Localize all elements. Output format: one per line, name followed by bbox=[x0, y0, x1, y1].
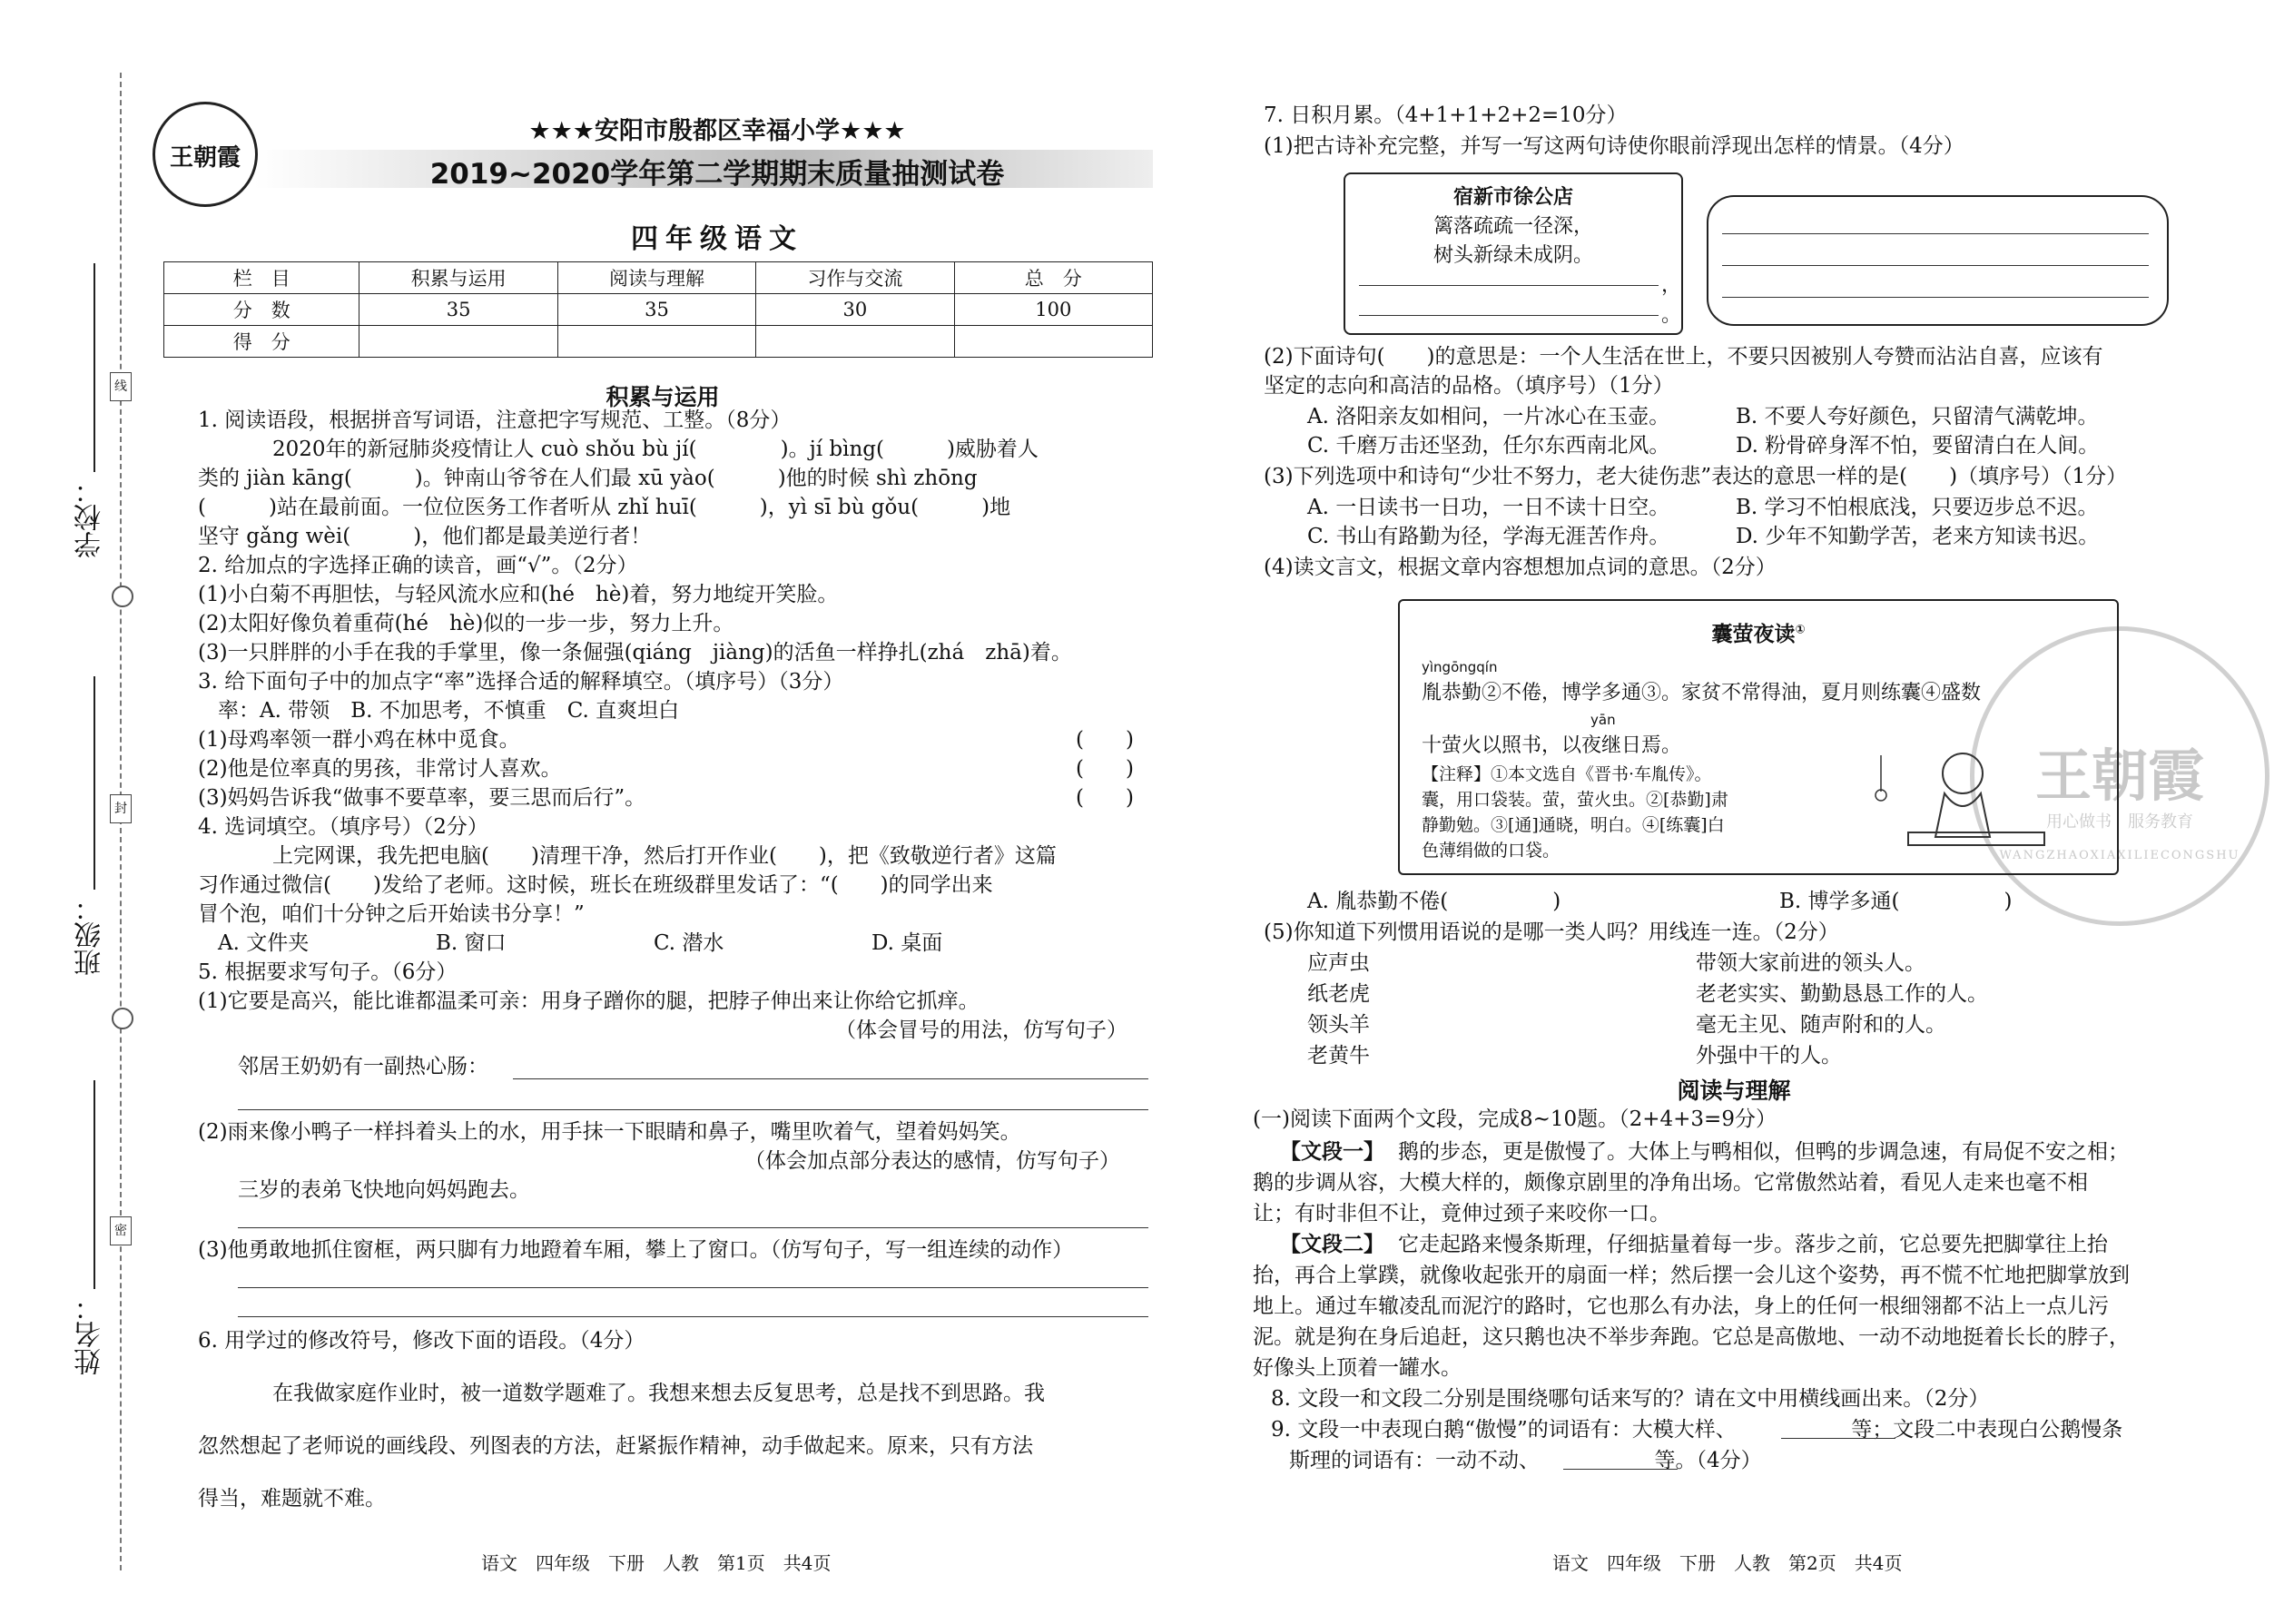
school-fill-line bbox=[94, 263, 95, 472]
section-heading: 阅读与理解 bbox=[1677, 1078, 1791, 1104]
passage-line: 好像头上顶着一罐水。 bbox=[1253, 1356, 1462, 1380]
option: A. 洛阳亲友如相问，一片冰心在玉壶。 bbox=[1307, 405, 1670, 428]
q3-item: (3)妈妈告诉我“做事不要草率，要三思而后行”。 bbox=[198, 786, 646, 810]
passage-line: 鹅的步态，更是傲慢了。大体上与鸭相似，但鸭的步调急速，有局促不安之相； bbox=[1398, 1140, 2129, 1164]
table-row bbox=[164, 326, 1153, 358]
q5-hint: （体会加点部分表达的感情，仿写句子） bbox=[744, 1149, 1120, 1173]
q5-answer-line[interactable] bbox=[238, 1109, 1148, 1110]
q2-item: (3)一只胖胖的小手在我的手掌里，像一条倔强(qiáng jiàng)的活鱼一样挣扎(zhá zhā)着。 bbox=[198, 641, 1072, 664]
match-left[interactable]: 纸老虎 bbox=[1307, 982, 1370, 1006]
q1-text: 类的 jiàn kāng( )。钟南山爷爷在人们最 xū yào( )他的时候 shì zhōng bbox=[198, 467, 978, 490]
question-5: 5. 根据要求写句子。（6分） bbox=[198, 960, 458, 984]
poem-box bbox=[1344, 172, 1683, 335]
match-right[interactable]: 带领大家前进的领头人。 bbox=[1696, 951, 1925, 975]
question-4: 4. 选词填空。（填序号）（2分） bbox=[198, 815, 488, 839]
match-left[interactable]: 老黄牛 bbox=[1307, 1044, 1370, 1068]
logo-badge bbox=[153, 102, 258, 207]
stamp-main-text: 王朝霞 bbox=[2034, 743, 2204, 809]
table-cell: 阅读与理解 bbox=[557, 262, 755, 294]
pinyin-annotation: yìngōngqín bbox=[1422, 659, 1498, 675]
score-table bbox=[163, 261, 1153, 358]
q6-text: 得当，难题就不难。 bbox=[198, 1487, 386, 1511]
scene-fill-line[interactable] bbox=[1722, 297, 2149, 298]
page-footer: 语文 四年级 下册 人教 第2页 共4页 bbox=[1552, 1552, 1903, 1574]
q6-text: 忽然想起了老师说的画线段、列图表的方法，赶紧振作精神，动手做起来。原来，只有方法 bbox=[198, 1434, 1033, 1458]
scene-bubble bbox=[1707, 195, 2169, 326]
passage-line: 让；有时非但不让，竟伸过颈子来咬你一口。 bbox=[1253, 1202, 1670, 1225]
q7-5: (5)你知道下列惯用语说的是哪一类人吗？用线连一连。（2分） bbox=[1264, 920, 1839, 944]
question-9: 9. 文段一中表现白鹅“傲慢”的词语有：大模大样、 等；文段二中表现白公鹅慢条 bbox=[1271, 1418, 2123, 1442]
match-right[interactable]: 老老实实、勤勤恳恳工作的人。 bbox=[1696, 982, 1988, 1006]
q3-answer-paren[interactable]: ( ) bbox=[1076, 757, 1134, 781]
q1-text: 坚守 gǎng wèi( )，他们都是最美逆行者！ bbox=[198, 525, 652, 548]
school-name: ★★★安阳市殷都区幸福小学★★★ bbox=[528, 117, 906, 145]
table-row bbox=[164, 262, 1153, 294]
q6-text: 在我做家庭作业时，被一道数学题难了。我想来想去反复思考，总是找不到思路。我 bbox=[272, 1382, 1045, 1405]
table-cell: 总 分 bbox=[954, 262, 1152, 294]
scene-fill-line[interactable] bbox=[1722, 233, 2149, 234]
logo-text: 王朝霞 bbox=[169, 144, 241, 172]
match-right[interactable]: 外强中干的人。 bbox=[1696, 1044, 1842, 1068]
passage-line: 泥。就是狗在身后追赶，这只鹅也决不举步奔跑。它总是高傲地、一动不动地挺着长长的脖子， bbox=[1253, 1325, 2130, 1349]
option: C. 书山有路勤为径，学海无涯苦作舟。 bbox=[1307, 525, 1670, 548]
q7-4: (4)读文言文，根据文章内容想想加点词的意思。（2分） bbox=[1264, 556, 1777, 579]
passage-line: 它走起路来慢条斯理，仔细掂量着每一步。落步之前，它总要先把脚掌往上抬 bbox=[1398, 1233, 2108, 1256]
note-line: 【注释】①本文选自《晋书·车胤传》。 bbox=[1422, 764, 1712, 784]
option: B. 不要人夸好颜色，只留清气满乾坤。 bbox=[1736, 405, 2099, 428]
match-left[interactable]: 领头羊 bbox=[1307, 1013, 1370, 1037]
q7-1: (1)把古诗补充完整，并写一写这两句诗使你眼前浮现出怎样的情景。（4分） bbox=[1264, 134, 1964, 158]
poem-fill-line[interactable] bbox=[1359, 315, 1659, 316]
q4-text: 上完网课，我先把电脑( )清理干净，然后打开作业( )，把《致敬逆行者》这篇 bbox=[272, 844, 1057, 868]
q2-item: (2)太阳好像负着重荷(hé hè)似的一步一步，努力上升。 bbox=[198, 612, 734, 635]
score-input-cell[interactable] bbox=[756, 326, 954, 358]
question-8: 8. 文段一和文段二分别是围绕哪句话来写的？请在文中用横线画出来。（2分） bbox=[1271, 1387, 1990, 1411]
poem-comma: ， bbox=[1661, 274, 1682, 297]
score-input-cell[interactable] bbox=[359, 326, 557, 358]
classical-text-box bbox=[1398, 599, 2119, 875]
reading-instructions: (一)阅读下面两个文段，完成8~10题。（2+4+3=9分） bbox=[1253, 1107, 1777, 1131]
q3-options: 率：A. 带领 B. 不加思考，不慎重 C. 直爽坦白 bbox=[218, 699, 680, 723]
question-3: 3. 给下面句子中的加点字“率”选择合适的解释填空。（填序号）（3分） bbox=[198, 670, 844, 694]
option: B. 学习不怕根底浅，只要迈步总不迟。 bbox=[1736, 496, 2099, 519]
table-cell: 得 分 bbox=[164, 326, 359, 358]
name-label: 姓名： bbox=[74, 1294, 106, 1375]
q5-item: (1)它要是高兴，能比谁都温柔可亲：用身子蹭你的腿，把脖子伸出来让你给它抓痒。 bbox=[198, 989, 980, 1013]
reading-boy-illustration bbox=[1854, 737, 2081, 864]
option: D. 少年不知勤学苦，老来方知读书迟。 bbox=[1736, 525, 2100, 548]
q7-3: (3)下列选项中和诗句“少壮不努力，老大徒伤悲”表达的意思一样的是( )（填序号）（1分） bbox=[1264, 465, 2128, 488]
page-footer: 语文 四年级 下册 人教 第1页 共4页 bbox=[481, 1552, 832, 1574]
table-cell: 100 bbox=[954, 294, 1152, 326]
q2-item: (1)小白菊不再胆怯，与轻风流水应和(hé hè)着，努力地绽开笑脸。 bbox=[198, 583, 839, 606]
class-label: 班级： bbox=[74, 894, 106, 976]
stamp-sub-text: 用心做书 服务教育 bbox=[2046, 812, 2193, 832]
table-cell: 栏 目 bbox=[164, 262, 359, 294]
q4-option: D. 桌面 bbox=[871, 931, 943, 955]
poem-line: 树头新绿未成阴。 bbox=[1433, 244, 1593, 267]
seal-mi-mark: 密 bbox=[110, 1216, 132, 1245]
table-cell: 30 bbox=[756, 294, 954, 326]
note-line: 静勤勉。③[通]通晓，明白。④[练囊]白 bbox=[1422, 815, 1725, 835]
score-input-cell[interactable] bbox=[557, 326, 755, 358]
table-cell: 35 bbox=[359, 294, 557, 326]
question-7: 7. 日积月累。（4+1+1+2+2=10分） bbox=[1264, 103, 1628, 127]
question-1: 1. 阅读语段，根据拼音写词语，注意把字写规范、工整。（8分） bbox=[198, 408, 792, 432]
q1-text: ( )站在最前面。一位位医务工作者听从 zhǐ huī( )，yì sī bù gǒu( )地 bbox=[198, 496, 1011, 519]
q5-answer-line[interactable] bbox=[513, 1078, 1148, 1079]
footnote-mark: ① bbox=[1795, 623, 1806, 637]
poem-line: 篱落疏疏一径深， bbox=[1433, 215, 1593, 238]
table-cell: 分 数 bbox=[164, 294, 359, 326]
q5-answer-line[interactable] bbox=[238, 1227, 1148, 1228]
table-cell: 35 bbox=[557, 294, 755, 326]
pinyin-annotation: yān bbox=[1590, 712, 1616, 728]
name-fill-line bbox=[94, 1080, 95, 1289]
poem-fill-line[interactable] bbox=[1359, 285, 1659, 286]
seal-line-mark: 线 bbox=[110, 372, 132, 401]
q9-answer-line[interactable] bbox=[1563, 1469, 1678, 1470]
exam-title: 2019~2020学年第二学期期末质量抽测试卷 bbox=[429, 158, 1005, 191]
passage-label: 【文段一】 bbox=[1280, 1139, 1384, 1164]
classical-title-text: 囊萤夜读 bbox=[1711, 623, 1796, 646]
binding-hole bbox=[112, 586, 133, 607]
q4-option: A. 文件夹 bbox=[218, 931, 310, 955]
match-right[interactable]: 毫无主见、随声附和的人。 bbox=[1696, 1013, 1946, 1037]
q7-2: 坚定的志向和高洁的品格。（填序号）（1分） bbox=[1264, 374, 1674, 398]
q9-answer-line[interactable] bbox=[1781, 1438, 1895, 1439]
score-input-cell[interactable] bbox=[954, 326, 1152, 358]
question-9: 斯理的词语有：一动不动、 等。（4分） bbox=[1289, 1449, 1762, 1472]
q4-option: B. 窗口 bbox=[436, 931, 507, 955]
passage-line: 地上。通过车辙凌乱而泥泞的路时，它也那么有办法，身上的任何一根细翎都不沾上一点儿污 bbox=[1253, 1294, 2109, 1318]
q3-item: (2)他是位率真的男孩，非常讨人喜欢。 bbox=[198, 757, 562, 781]
classical-line: 十萤火以照书，以夜继日焉。 bbox=[1422, 734, 1682, 757]
q5-item: (2)雨来像小鸭子一样抖着头上的水，用手抹一下眼睛和鼻子，嘴里吹着气，望着妈妈笑。 bbox=[198, 1120, 1021, 1144]
q7-2: (2)下面诗句( )的意思是：一个人生活在世上，不要只因被别人夸赞而沾沾自喜，应该有 bbox=[1264, 345, 2103, 369]
q5-prompt: 邻居王奶奶有一副热心肠： bbox=[238, 1055, 488, 1078]
q5-answer-line[interactable] bbox=[238, 1316, 1148, 1317]
table-row bbox=[164, 294, 1153, 326]
table-cell: 习作与交流 bbox=[756, 262, 954, 294]
q3-answer-paren[interactable]: ( ) bbox=[1076, 728, 1134, 752]
subject-title: 四年级语文 bbox=[631, 223, 803, 255]
question-2: 2. 给加点的字选择正确的读音，画“√”。（2分） bbox=[198, 554, 638, 577]
q1-text: 2020年的新冠肺炎疫情让人 cuò shǒu bù jí( )。jí bìng( )威胁着人 bbox=[272, 438, 1039, 461]
binding-hole bbox=[112, 1008, 133, 1029]
school-label: 学校： bbox=[74, 477, 106, 558]
seal-seal-mark: 封 bbox=[110, 794, 132, 823]
q4-text: 冒个泡，咱们十分钟之后开始读书分享！” bbox=[198, 902, 585, 926]
section-heading: 积累与运用 bbox=[605, 384, 720, 410]
passage-line: 抬，再合上掌蹼，就像收起张开的扇面一样；然后摆一会儿这个姿势，再不慌不忙地把脚掌放到 bbox=[1253, 1264, 2130, 1287]
question-6: 6. 用学过的修改符号，修改下面的语段。（4分） bbox=[198, 1329, 645, 1353]
match-left[interactable]: 应声虫 bbox=[1307, 951, 1370, 975]
q7-4-a: A. 胤恭勤不倦( ) bbox=[1307, 890, 1561, 913]
classical-title bbox=[1400, 617, 2117, 647]
note-line: 囊，用口袋装。萤，萤火虫。②[恭勤]肃 bbox=[1422, 790, 1728, 810]
passage-label: 【文段二】 bbox=[1280, 1232, 1384, 1256]
class-fill-line bbox=[94, 676, 95, 890]
q5-item: (3)他勇敢地抓住窗框，两只脚有力地蹬着车厢，攀上了窗口。（仿写句子，写一组连续的动作） bbox=[198, 1238, 1074, 1262]
stamp-ring-text: WANGZHAOXIAXILIECONGSHU bbox=[1999, 849, 2240, 862]
q3-item: (1)母鸡率领一群小鸡在林中觅食。 bbox=[198, 728, 520, 752]
option: C. 千磨万击还坚劲，任尔东西南北风。 bbox=[1307, 434, 1670, 458]
classical-line: 胤恭勤②不倦，博学多通③。家贫不常得油，夏月则练囊④盛数 bbox=[1422, 682, 1982, 704]
option: A. 一日读书一日功，一日不读十日空。 bbox=[1307, 496, 1670, 519]
option: D. 粉骨碎身浑不怕，要留清白在人间。 bbox=[1736, 434, 2100, 458]
q5-answer-line[interactable] bbox=[238, 1287, 1148, 1288]
passage-line: 鹅的步调从容，大模大样的，颇像京剧里的净角出场。它常傲然站着，看见人走来也毫不相 bbox=[1253, 1171, 2088, 1195]
table-cell: 积累与运用 bbox=[359, 262, 557, 294]
note-line: 色薄绢做的口袋。 bbox=[1422, 841, 1561, 861]
scene-fill-line[interactable] bbox=[1722, 265, 2149, 266]
poem-period: 。 bbox=[1661, 304, 1682, 327]
q4-text: 习作通过微信( )发给了老师。这时候，班长在班级群里发话了：“( )的同学出来 bbox=[198, 873, 993, 897]
q5-hint: （体会冒号的用法，仿写句子） bbox=[835, 1019, 1127, 1042]
q3-answer-paren[interactable]: ( ) bbox=[1076, 786, 1134, 810]
poem-title: 宿新市徐公店 bbox=[1452, 186, 1573, 209]
q5-prompt: 三岁的表弟飞快地向妈妈跑去。 bbox=[238, 1178, 530, 1202]
q7-4-b: B. 博学多通( ) bbox=[1779, 890, 2013, 913]
q4-option: C. 潜水 bbox=[654, 931, 724, 955]
